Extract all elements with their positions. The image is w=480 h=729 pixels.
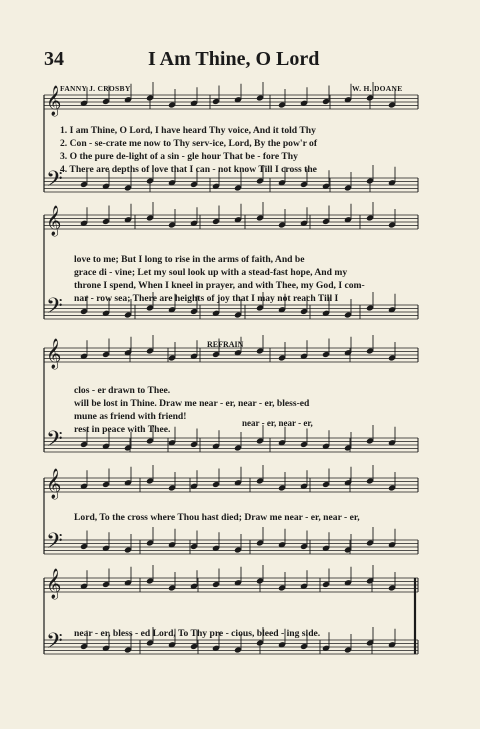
lyric-line: clos - er drawn to Thee.	[74, 385, 171, 396]
lyric-line: near - er, bless - ed Lord, To Thy pre - cious, bleed - ing side.	[74, 628, 321, 639]
lyric-line: grace di - vine; Let my soul look up with a stead-fast hope, And my	[74, 267, 348, 278]
music-credit: W. H. DOANE	[352, 84, 403, 93]
lyric-line: mune as friend with friend!	[74, 411, 187, 422]
bass-clef-icon: 𝄢	[46, 529, 63, 559]
lyric-line: 3. O the pure de-light of a sin - gle hour That be - fore Thy	[60, 151, 298, 162]
bass-clef-icon: 𝄢	[46, 629, 63, 659]
lyric-line: love to me; But I long to rise in the arms of faith, And be	[74, 254, 305, 265]
lyric-line: Lord, To the cross where Thou hast died; Draw me near - er, near - er,	[74, 512, 360, 523]
bass-clef-icon: 𝄢	[46, 427, 63, 457]
treble-clef-icon: 𝄞	[46, 569, 62, 599]
lyric-line: 1. I am Thine, O Lord, I have heard Thy voice, And it told Thy	[60, 125, 316, 136]
lyric-line: nar - row sea; There are heights of joy that I may not reach Till I	[74, 293, 339, 304]
lyric-line: rest in peace with Thee.	[74, 424, 171, 435]
page-number: 34	[44, 48, 64, 70]
lyric-line: will be lost in Thine. Draw me near - er, near - er, bless-ed	[74, 398, 310, 409]
bass-clef-icon: 𝄢	[46, 167, 63, 197]
treble-clef-icon: 𝄞	[46, 469, 62, 499]
words-credit: FANNY J. CROSBY	[60, 84, 131, 93]
treble-clef-icon: 𝄞	[46, 86, 62, 116]
lyric-line: 2. Con - se-crate me now to Thy serv-ice, Lord, By the pow'r of	[60, 138, 318, 149]
refrain-label: REFRAIN	[207, 340, 244, 349]
hymn-title: I Am Thine, O Lord	[148, 48, 320, 70]
lyric-line: throne I spend, When I kneel in prayer, and with Thee, my God, I com-	[74, 280, 365, 291]
treble-clef-icon: 𝄞	[46, 339, 62, 369]
treble-clef-icon: 𝄞	[46, 206, 62, 236]
bass-echo-lyric: near - er, near - er,	[242, 418, 313, 428]
lyric-line: 4. There are depths of love that I can - not know Till I cross the	[60, 164, 317, 175]
bass-clef-icon: 𝄢	[46, 294, 63, 324]
